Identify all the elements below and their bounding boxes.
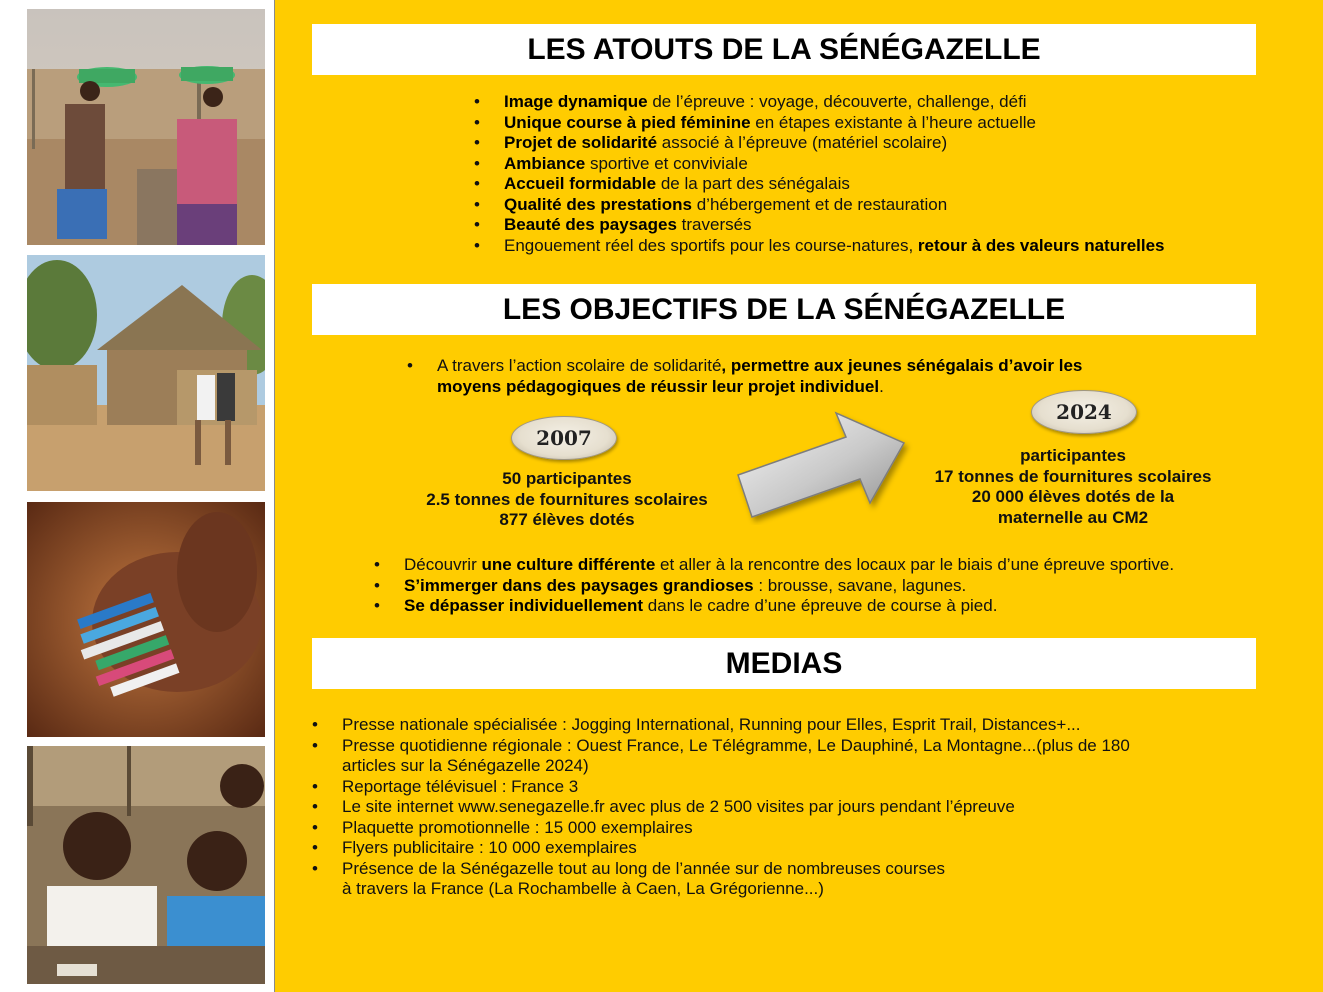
list-item: • Accueil formidable de la part des sénégalais xyxy=(474,174,1274,195)
list-item: • Image dynamique de l’épreuve : voyage, découverte, challenge, défi xyxy=(474,92,1274,113)
stats-2024: participantes 17 tonnes de fournitures scolaires 20 000 élèves dotés de la maternelle au CM2 xyxy=(934,446,1212,527)
photo-women-carrying-basins xyxy=(27,9,265,245)
year-2024-badge: 2024 xyxy=(1031,390,1137,434)
photo-schoolchildren xyxy=(27,746,265,984)
photo-strip xyxy=(0,0,275,992)
list-item: • Flyers publicitaire : 10 000 exemplaires xyxy=(312,838,1212,859)
medias-list xyxy=(312,715,1212,900)
list-item: • Le site internet www.senegazelle.fr avec plus de 2 500 visites par jours pendant l’épreuve xyxy=(312,797,1212,818)
atouts-title: LES ATOUTS DE LA SÉNÉGAZELLE xyxy=(312,24,1256,75)
list-item: • Présence de la Sénégazelle tout au long de l’année sur de nombreuses courses à travers la France (La Rochambelle à Caen, La Grégorienne...) xyxy=(312,859,1212,900)
list-item: • Qualité des prestations d’hébergement et de restauration xyxy=(474,195,1274,216)
list-item: • Reportage télévisuel : France 3 xyxy=(312,777,1212,798)
list-item: • Découvrir une culture différente et aller à la rencontre des locaux par le biais d’une épreuve sportive. xyxy=(374,555,1274,576)
list-item: • Projet de solidarité associé à l’épreuve (matériel scolaire) xyxy=(474,133,1274,154)
objectifs-list xyxy=(374,555,1274,617)
objectifs-title: LES OBJECTIFS DE LA SÉNÉGAZELLE xyxy=(312,284,1256,335)
list-item: • Unique course à pied féminine en étapes existante à l’heure actuelle xyxy=(474,113,1274,134)
objectifs-intro xyxy=(407,356,1147,397)
list-item: • Presse nationale spécialisée : Jogging International, Running pour Elles, Esprit Trail, Distances+... xyxy=(312,715,1212,736)
photo-hand-holding-pens xyxy=(27,502,265,737)
photo-village-runners xyxy=(27,255,265,491)
stats-2007: 50 participantes 2.5 tonnes de fournitures scolaires 877 élèves dotés xyxy=(426,469,708,529)
list-item: • Se dépasser individuellement dans le cadre d’une épreuve de course à pied. xyxy=(374,596,1274,617)
year-2007-badge: 2007 xyxy=(511,416,617,460)
medias-title: MEDIAS xyxy=(312,638,1256,689)
progress-arrow-icon xyxy=(728,405,918,525)
list-item: • S’immerger dans des paysages grandioses : brousse, savane, lagunes. xyxy=(374,576,1274,597)
list-item: • A travers l’action scolaire de solidarité, permettre aux jeunes sénégalais d’avoir les moyens pédagogiques de réussir leur projet individuel. xyxy=(407,356,1147,397)
list-item: • Ambiance sportive et conviviale xyxy=(474,154,1274,175)
list-item: • Engouement réel des sportifs pour les course-natures, retour à des valeurs naturelles xyxy=(474,236,1274,257)
atouts-list xyxy=(474,92,1274,256)
list-item: • Beauté des paysages traversés xyxy=(474,215,1274,236)
list-item: • Presse quotidienne régionale : Ouest France, Le Télégramme, Le Dauphiné, La Montagne...(plus de 180 articles sur la Sénégazelle 2024) xyxy=(312,736,1182,777)
list-item: • Plaquette promotionnelle : 15 000 exemplaires xyxy=(312,818,1212,839)
